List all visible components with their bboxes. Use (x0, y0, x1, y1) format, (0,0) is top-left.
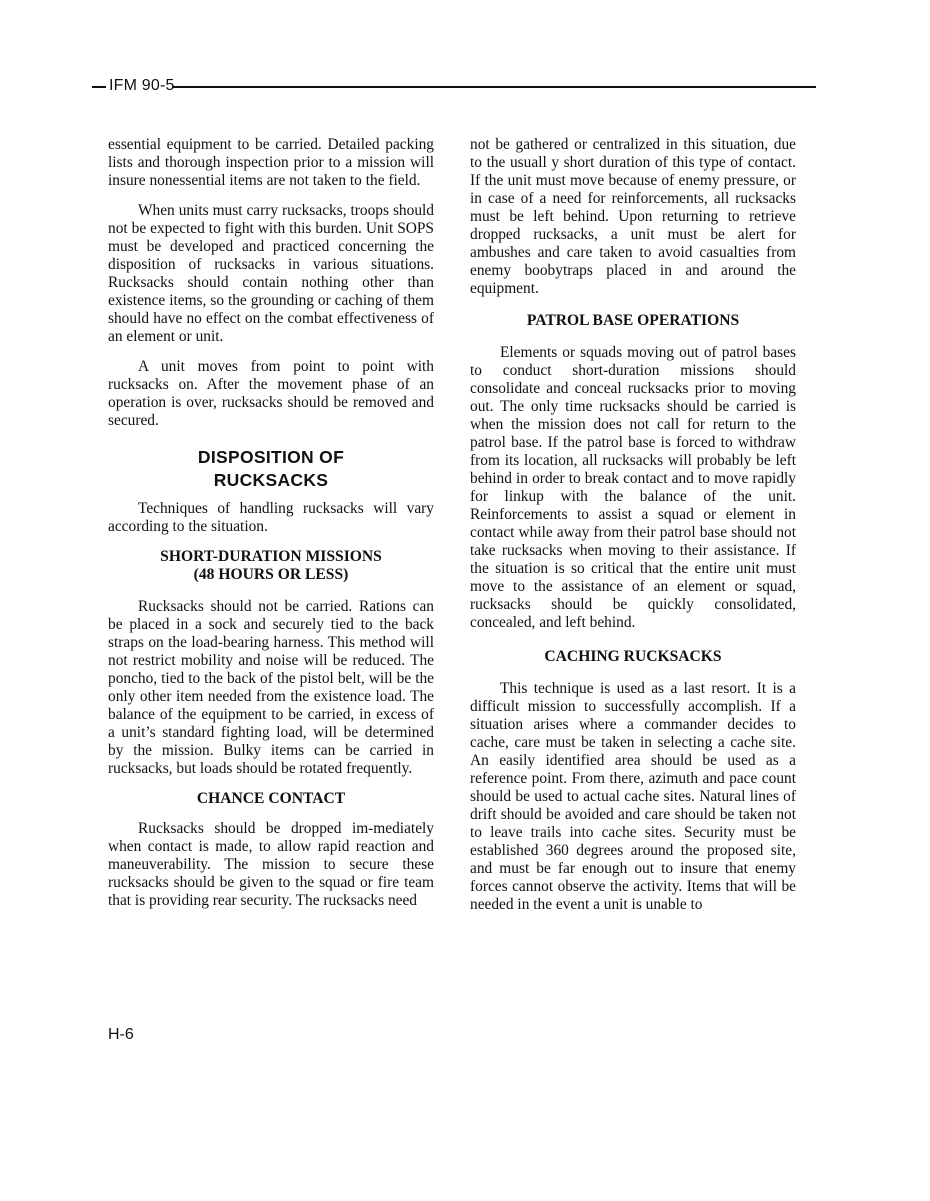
paragraph-contact-continued: not be gathered or centralized in this situation, due to the usuall y short duration of this type of contact. If the unit must move because of enemy pressure, or in case of a need for reinforcements, all rucksacks must be left behind. Upon returning to retrieve dropped rucksacks, a unit must be alert for ambushes and care taken to avoid casualties from enemy boobytraps placed in and around the equipment. (470, 136, 796, 297)
paragraph-chance-contact: Rucksacks should be dropped im-mediately when contact is made, to allow rapid reaction and maneuverability. The mission to secure these rucksacks should be given to the squad or fire team that is providing rear security. The rucksacks need (108, 820, 434, 909)
heading-patrol-base: PATROL BASE OPERATIONS (526, 312, 740, 329)
paragraph-equipment: essential equipment to be carried. Detailed packing lists and thorough inspection prior to a mission will insure nonessential items are not taken to the field. (108, 136, 434, 189)
header-label: IFM 90-5 (109, 77, 175, 94)
heading-chance-contact: CHANCE CONTACT (196, 790, 346, 807)
paragraph-techniques: Techniques of handling rucksacks will vary according to the situation. (108, 500, 434, 535)
running-header (92, 76, 816, 96)
heading-short-duration-line2: (48 HOURS OR LESS) (193, 566, 349, 583)
heading-disposition-line2: RUCKSACKS (213, 470, 329, 490)
paragraph-point-to-point: A unit moves from point to point with rucksacks on. After the movement phase of an operation is over, rucksacks should be removed and secured. (108, 358, 434, 429)
paragraph-short-duration: Rucksacks should not be carried. Rations can be placed in a sock and securely tied to the back straps on the load-bearing harness. This method will not restrict mobility and noise will be reduced. The poncho, tied to the back of the pistol belt, will be the only other item needed from the existence load. The balance of the equipment to be carried, in excess of a unit’s standard fighting load, will be determined by the mission. Bulky items can be carried in rucksacks, but loads should be rotated frequently. (108, 598, 434, 777)
paragraph-patrol-base: Elements or squads moving out of patrol bases to conduct short-duration missions should consolidate and conceal rucksacks prior to moving out. The only time rucksacks should be carried is when the mission does not call for return to the patrol base. If the patrol base is forced to withdraw from its location, all rucksacks will probably be left behind in order to break contact and to move rapidly for linkup with the balance of the unit. Reinforcements to assist a squad or element in contact while away from their patrol base should not take rucksacks when moving to their assistance. If the situation is so critical that the entire unit must move to the assistance of an element or squad, rucksacks should be quickly consolidated, concealed, and left behind. (470, 344, 796, 631)
header-rule (172, 86, 816, 88)
left-column (108, 136, 434, 910)
heading-caching: CACHING RUCKSACKS (544, 648, 722, 665)
paragraph-carry-rucksacks: When units must carry rucksacks, troops should not be expected to fight with this burden. Unit SOPS must be developed and practiced concerning the disposition of rucksacks in various situations. Rucksacks should contain nothing other than existence items, so the grounding or caching of them should have no effect on the combat effectiveness of an element or unit. (108, 202, 434, 345)
heading-disposition-line1: DISPOSITION OF (197, 447, 345, 467)
header-dash (92, 86, 106, 88)
heading-disposition (108, 446, 434, 492)
heading-short-duration (108, 548, 434, 584)
page-number: H-6 (108, 1026, 134, 1043)
heading-short-duration-line1: SHORT-DURATION MISSIONS (160, 548, 382, 565)
paragraph-caching: This technique is used as a last resort. It is a difficult mission to successfully accomplish. If a situation arises where a commander decides to cache, care must be taken in selecting a cache site. An easily identified area should be used as a reference point. From there, azimuth and pace count should be used to actual cache sites. Natural lines of drift should be avoided and care should be taken not to leave trails into cache sites. Security must be established 360 degrees around the proposed site, and must be far enough out to insure that enemy forces cannot observe the activity. Items that will be needed in the event a unit is unable to (470, 680, 796, 913)
right-column (470, 136, 796, 914)
